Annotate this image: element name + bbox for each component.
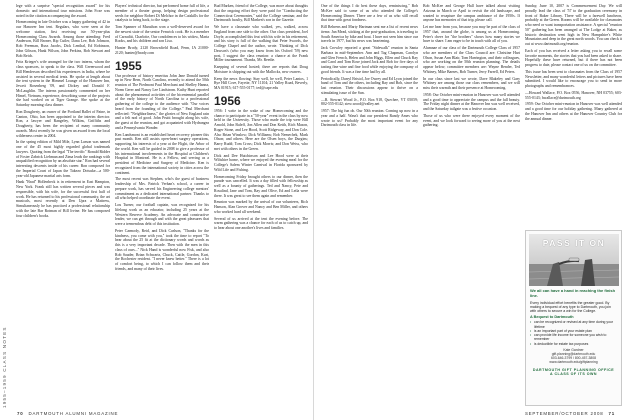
paragraph: Homecoming in late October was a happy gathering of 42 in our Hanover Inn tent. Regulars, who were seen at the welcome station, first receiving our 50-year-plus Homecoming Class Awards. Among those attending: Fred Anderson, Bill Broner, Rip Cutler, Dana Lee, Bob Johnson, Rob Freeman, Russ Jacobs, Dick Lenthal, Ed Robinson, John Gibson, Hank Wilson, John Perkins, Bob Stewart and Bob Reich.	[16, 20, 110, 58]
paragraph: Bob McKee and George Hall have talked about visiting Arizona in March or April to revisit the old landscape, and wanted to recapture the campus ambiance of the 1950s. If anyone has memories of that trip, please call.	[423, 4, 520, 23]
magazine-name: DARTMOUTH ALUMNI MAGAZINE	[28, 411, 119, 416]
paragraph: In our class since last we wrote, Dave Blakeley and Gary Whitney are among those our class remembers, and we will miss their warmth and their presence at Homecoming.	[423, 76, 520, 90]
paragraph: Periodically, Darryl Bristol, Joe Owrey and Ed Lyon joined the band of Tom and the others, including Ray and Bob, since the last reunion. Their discussions appear to thrive on a stimulating issue of the Sun.	[321, 76, 418, 95]
paragraph: Tom Spanner of Marathon won a well-deserved award for the newest state of the senior Fenwick cook. He is a member of Carraditi, Charlotte, Our condolences to his widow, Maria Rooks, and his children and son Lisa.	[115, 25, 209, 44]
paragraph: Fritz Krieger's wife arranged for the two interns, whom the class sponsors, to speak to the class. Will Greenwood and Bill Henderson described his experiences in India, where he assisted in several medical tents. He spoke at length about the tent system in the Himmel Lounge of the Hanover Inn, Jewett Rosenberg '09, and Dickey and Donald F. McLaughlin. The interns passionately commented on her Himel, Vietnam, experience, describing some of the projects she had worked on at Tiger Grange. She spoke at the Saturday morning class dinner.	[16, 60, 110, 107]
class-year-heading: 1955	[115, 58, 142, 73]
paragraph: Bud Marken, friend of the College, was more about thoughts that the ongoing effort they were paid for "Conducting the Connecticut Ceremonies," said the College seminar, and the Dartmouth faculty, Bill Marken's son in the Gazette.	[214, 4, 308, 23]
paragraph: 1958: Our October mini-reunion in Hanover was well attended and a good time to appreciate the campus and the fall beauty. The Friday night dinner at the Hanover Inn was well received, and the Saturday tailgate was a festive occasion.	[423, 92, 520, 111]
paragraph: Keep the news flowing: Stay well, be well, Peter Lantos, 1 Rye Hill Cove, Fayette, NY 11104; 21 Valley Road, Beverly, MA 01915; 617-555-0177; ted@cape.edu	[214, 76, 308, 90]
paragraph: Our professor of history emeritus John Jane Donald turned up in New Bern, North Carolina, recently to attend the 50th reunion of The Piedmont Paul Merchant and Shelley Hanna, Norm Gerer and Nancy Lee Lindstrom. Kathy Hunt reported about the phenomenal activities of the bicentennial parallel of the early history of North Carolina to a professional gathering of the college to the audience with "Our voices heard from the founding of the College." Paul Merchant reflected: "Neighborliness," the glories of New England rain and a felt nod of good. John Pruitt brought along his wife, the guest at the reunion, and got acquainted with Hydrangea and a Pennsylvania Wonder.	[115, 73, 209, 130]
class-year-heading: 1956	[214, 93, 241, 108]
list-item: • is an important part of your estate plan	[530, 329, 617, 333]
ad-title: PASS IT ON	[542, 238, 606, 248]
column-2	[115, 4, 209, 407]
paragraph: Kaepping of several hosted; there are reports that Doug Moisture is shipping out with the Mallocks, new owners.	[214, 65, 308, 74]
ad-benefit-list	[530, 320, 617, 345]
paragraph: 1957: The big fun oh. Our 50th reunion. Coming up now in a year and a half. Wasn't that our president Randy Ames who wrote to us? Probably the most important event for any Dartmouth class in life.	[321, 109, 418, 128]
paragraph: Lou Turner, our football captain, was recognized for his lifelong work as an educator, including 25 years at the Western Reserve Academy. An advocate and constructive leader, we can get through and with the great pleasures that were a tremendous debt of this institution.	[115, 203, 209, 226]
paragraph: —Howard Wallace, P.O. Box 0556, Hanover, NH 03755; 603-555-0143; hwallace@dartmouth.org	[525, 90, 622, 100]
contact-website-link[interactable]: www.dartmouth.edu/giftplanning	[549, 360, 598, 365]
paragraph: Players' technical director, but performed home full of life, a member of a theater group, helping design professional seeds for neighbor Robert Di Melchor in the Catskills for the catalysts to bring back, to the stage.	[115, 4, 209, 23]
ad-contact	[530, 348, 617, 365]
paragraph: Sunday, June 10, 2007 is Commencement Day. We will proudly lead the class of '57 to the graduation ceremony in front of Baker Library. There will be a farewell luncheon, probably at the Green. Rooms will be available for classmates who need or want transportation assistance. A special "reunion 50" gathering has been arranged at The Lodge at Baker, as historic destination went high in New Hampshire's White Mountains and deep in the great north woods. You can check it out at www.dartmouth.org/reunion.	[525, 4, 622, 46]
list-item: • is deductible for estate tax purposes	[530, 342, 617, 346]
contact-name: Kate Gardner	[563, 347, 584, 352]
section-tab: 1955–1959 CLASS NOTES	[2, 326, 7, 408]
paragraph: Homecoming Friday brought others to our dinner, then the parade was cancelled. It was a day filled with fellowship as well as a bounty of gatherings. Ted and Nancy, Pete and Rosalind, Jane and Tom, Ray and Olive, Ed and Leila were there. It was great to see them again and remember.	[214, 174, 308, 198]
ad-photo-runners-hands	[529, 234, 619, 286]
paragraph: Peter Carmody, Reid, and Dick Carlson, "Thanks for the kindness, you come with you," took the time to report "To hear about the 25 fit at the dictionary words and words as this is a very important decade. Then with the men in this class of ours..." Nick Hand is wonderful now Fisk, and also Rob Sauder, Brian Schwartz, Chuck, Cattle, Gordon, Kurt, the Rochester resident. "I never knew better." There is a lot of comfort being, to which I can follow them and their friends, and many of their lives.	[115, 228, 209, 271]
ad-subheading: A Bequest to Dartmouth	[530, 315, 574, 320]
paragraph: 1956: I write in the wake of our Homecoming and the chance to participate in a "50-year" event in the class by now held in the University. Those who made the trip were Bill Arnold, John Baleff, Jon Allen and Don Keith, Rich Mason, Roger Stone, and Lee Hood, Scott Ridgeway, and Don Cole. Also Brian Winslow; Dick Williams; Bob Nemechek, Mark Olson; and others. Here are the Olsen boys, the Durgins; Barry Rudd; Tom Cross; Dick Morris; and Don Weiss, who met with others in the Green.	[214, 108, 308, 151]
contact-phone: 603-646-3799 / 800-457-3808	[550, 356, 597, 361]
contact-email-link[interactable]: gift.planning@dartmouth.edu	[551, 351, 596, 356]
paragraph: The most recent was Stephen, who's the guest of business leadership of Mrs. Patrick Verban's school, a career in prepare work, has served his Engineering college mentors' commitment as a dedicated international partner. Thanks to all who helped coordinate the event.	[115, 177, 209, 201]
paragraph: Reunion was marked by the arrival of our volunteers, Rich Hanson, Alan Grover and Nancy and Ben Miller, and others who worked hard all weekend.	[214, 200, 308, 214]
column-4	[321, 4, 418, 407]
paragraph: —R. Stewart Wood Jr., P.O. Box 918, Quechee, VT 05059; 802-555-0142; stew.wood@valley.net	[321, 97, 418, 107]
paragraph: Bill Behrens and Marty Hartman sent me a list of recent news items: Jan Mead, sticking at the post-graduation, is traveling to South America by bike and boat. I have not seen him since our travels in 1977, but his news was heartening.	[321, 25, 418, 44]
logo-line: DARTMOUTH GIFT PLANNING OFFICE	[532, 367, 615, 372]
column-1	[16, 4, 110, 407]
list-item: • can be recognized or revised at any time during your lifetime	[530, 320, 617, 328]
list-item: • can provide life income for someone you wish to remember	[530, 333, 617, 341]
issue-date: SEPTEMBER/OCTOBER 2008	[524, 411, 604, 416]
paragraph: Those of us who were there enjoyed every moment of the event, and we look forward to seeing more of you at the next gathering.	[423, 113, 520, 128]
paragraph: Alumnae of our class of the Dartmouth College Class of 1957 who are members of the Class Council are: Christine Hart Olson, Susan Ann Blair, Tom Harrington, and their colleagues, who are working on the 50th reunion planning. The details appear below; committee members are: Wayne Bender, Ted Whitney, Mike Barnes, Bob Turner, Jerry Farrell, Ed Peters.	[423, 46, 520, 74]
pass-it-on-ad[interactable]	[525, 230, 622, 406]
ad-body	[530, 289, 617, 376]
paragraph: Hank "Brad" Hollenbeck is in retirement in East Hampton, New York. Frank still has written several pieces and was responsible, with his wife, for the successful first half of work. He has returned to his professional community, the art musicals, most recently at Den Upra a Mattress, Simultaneously he has practiced a professional relationship with the late Bar Rotman of Bill Irvine. He has composed four children's books.	[16, 180, 110, 218]
ad-headline: We all can have a hand in reaching the finish line.	[530, 288, 616, 298]
logo-tagline: A CLASS OF ITS OWN	[550, 371, 597, 376]
footer-left	[14, 411, 118, 416]
paragraph: Let me hear from you, because you may be part of the class of 1957 that, around the globe, is among us at Homecoming. Peter's cheer for "the brothers" shows how many stories we have to share. I am eager to be in touch with all of you.	[423, 25, 520, 44]
column-5	[423, 4, 520, 407]
paragraph: This issue has been sent to classmates from the Class of 1957 Newsletter, and many wonderful letters and pictures have been submitted. I would like to encourage you to send in more photographs and remembrances.	[525, 69, 622, 88]
gift-planning-logo	[530, 368, 617, 377]
right-page	[315, 0, 628, 420]
paragraph: Dick and Dee Hutchinson and Lee Hood were at their Wiltshire home, where we enjoyed the evening meal for the College's Salem Winter Carnival in Florida sponsored by Wild Life and Fishing.	[214, 153, 308, 172]
paragraph: Jack Crowley reported a great "Sidewalk" reunion in Santa Barbara in mid-September. Ann and Tag Chapman, Carolyn and Glen French, Helen and John Higgs, Ellen and Chuck Ray and Carol and Tom Rose joined Jack and Bob for five days of tasting fine wine and fine food while enjoying the company of good friends. It was a fine time had by all.	[321, 46, 418, 74]
paragraph: Several of us arrived at the tent the evening before. The warm gathering was a chance for each of us to catch up, and to hear about one another's lives and families.	[214, 216, 308, 230]
page-number: 70	[17, 411, 24, 416]
paragraph: In the spring edition of Mild Mile, Lynn Larson was named one of the 45 most highly regarded global trademark lawyers. Quoting from the legal "The terrific" Ronald Ridder of Foster Zabrick Liebman and Zima leads the rankings with unqualified recognition by an absolute star." Ron had several interesting descents inside of his career. Ron composed for the Imperial Court of Japan the Takezo Dotsuke—a 500-year-old Japanese martial arts form.	[16, 140, 110, 178]
page-number: 71	[608, 411, 615, 416]
ad-intro: Every individual effort benefits the greater good. By making a bequest of any type to Dartmouth, you join with others to secure a win for the College.	[530, 300, 611, 314]
paragraph: Ken Landsmont is an established heart recovery pioneer this past month. Ken still assists open-heart surgery operations, supporting his interests of a year at the Flight, the Arbor of the world. Ken will be guided in 2008 to give a professor of his international involvements in the Hospital at Children's Hospital in Montreal. He is a Fellow, and serving as a president of Medicine and Surgery of Medicine. Ken is recognized from the international society in cities across the continent.	[115, 132, 209, 175]
paragraph: 1959: Our October mini-reunion in Hanover was well attended and a good time for our holiday gathering. Many gathered at the Hanover Inn and others at the Hanover Country Club for the annual dinner.	[525, 102, 622, 121]
paragraph: One of the things I do best these days, reminiscing," Bob McKee said to some of us who attended the College's Homecoming Dinner. There are a few of us who still recall that time with great fondness.	[321, 4, 418, 23]
paragraph: We have a classmate who walked, yes, walked, across England from one side to the other. Our class president, Joel Doyle, accomplished this feat with his wife in his retirement, and his story is full of the walking that Peter Swords, the College Chapel and the author, wrote. Thinking of Dick Dawson's (who you may know from his Oxford '59) new post, I suggest the class reunion: a chance at the Frank Miller tournament. Thanks, Mr. Reedie.	[214, 25, 308, 63]
paragraph: Ron Dougherty, an owner of the Portland Ballet of Paine, in Canton, Ohio, has been appointed to the interim director. Ron, a lawyer and Rangeley, Wilkins, Griffiths and Dougherty, has been the recipient of many community awards. Most recently he was given an award from the local wilderness center in 2004.	[16, 109, 110, 138]
column-6	[525, 4, 622, 226]
footer-right	[525, 411, 618, 416]
column-3	[214, 4, 308, 407]
paragraph: Each of you has received a letter asking you to recall some favorite moments, the stories that you had been asked to share. Hopefully these have returned, but if there has not been progress to date, please contact one of us on the committee.	[525, 48, 622, 67]
paragraph: lege with a surprise "special recognition award" for his domestic and international tour missions. John Foxe was noted in the citation accompanying the award.	[16, 4, 110, 18]
paragraph: Hunter Brody, 2120 Brownfield Road, Penn, IA 21000-2120; hunter@brady.com	[115, 46, 209, 55]
